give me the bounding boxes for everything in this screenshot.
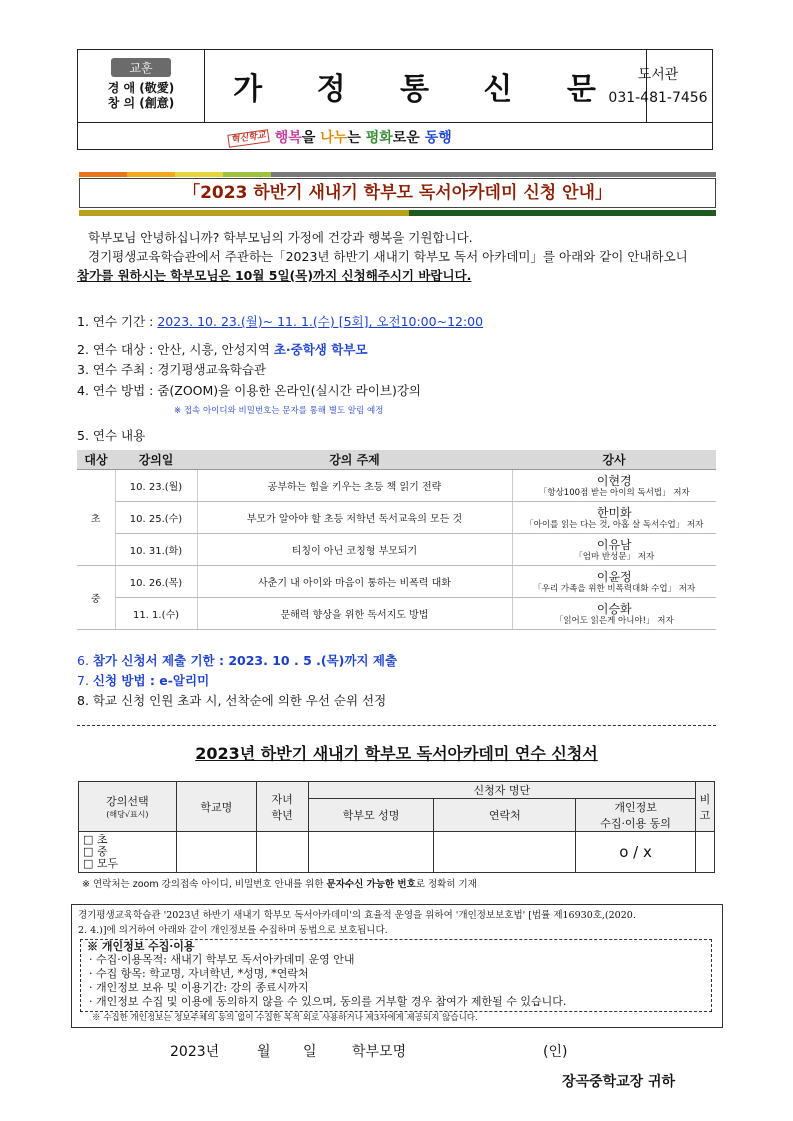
col-header-note: 비고 bbox=[695, 782, 714, 832]
item-label: 1. 연수 기간 : bbox=[77, 314, 158, 329]
speaker-book: 「아이를 읽는 다는 것, 아홉 살 독서수업」 저자 bbox=[525, 519, 704, 530]
contact-note-pre: ※ 연락처는 zoom 강의접속 아이디, 비밀번호 안내를 위한 bbox=[82, 879, 327, 890]
speaker-cell bbox=[512, 502, 716, 534]
col-header-contact: 연락처 bbox=[434, 799, 576, 832]
speaker-book: 「엄마 반성문」 저자 bbox=[574, 551, 655, 562]
col-header-parent-name: 학부모 성명 bbox=[308, 799, 434, 832]
contact-cell bbox=[647, 50, 712, 122]
color-bar bbox=[271, 172, 716, 177]
recipient: 장곡중학교장 귀하 bbox=[562, 1074, 676, 1090]
contact-note-post: 로 정확히 기재 bbox=[415, 879, 477, 890]
contact-field[interactable] bbox=[434, 832, 576, 873]
item-apply-method bbox=[77, 672, 209, 690]
slogan-word: 행복 bbox=[274, 130, 302, 146]
note-field[interactable] bbox=[695, 832, 714, 873]
privacy-items: · 수집 항목: 학교명, 자녀학년, *성명, *연락처 bbox=[89, 967, 309, 980]
item-selection: 8. 학교 신청 인원 초과 시, 선착순에 의한 우선 순위 선정 bbox=[77, 693, 387, 708]
sign-day: 일 bbox=[303, 1044, 317, 1060]
topic-cell: 부모가 알아야 할 초등 저학년 독서교육의 모든 것 bbox=[197, 502, 512, 534]
schedule-header-row bbox=[77, 450, 716, 470]
grade-field[interactable] bbox=[256, 832, 308, 873]
color-bar-bottom bbox=[409, 210, 716, 216]
form-title: 2023년 하반기 새내기 학부모 독서아카데미 연수 신청서 bbox=[195, 744, 598, 763]
privacy-label-1: 개인정보 bbox=[614, 801, 657, 814]
sign-parent-label: 학부모명 bbox=[352, 1044, 407, 1060]
cut-line bbox=[77, 725, 716, 726]
topic-cell: 공부하는 힘을 키우는 초등 책 읽기 전략 bbox=[197, 470, 512, 502]
sign-year: 2023년 bbox=[170, 1044, 220, 1060]
motto-line-2: 창 의 (創意) bbox=[107, 96, 175, 110]
color-bar bbox=[127, 172, 175, 177]
speaker-cell bbox=[512, 598, 716, 630]
item-number: 7. bbox=[77, 673, 93, 688]
speaker-book: 「항상100점 받는 아이의 독서법」 저자 bbox=[538, 487, 690, 498]
school-motto bbox=[78, 50, 205, 122]
item-period-value: 2023. 10. 23.(월)~ 11. 1.(수) [5회], 오전10:00~12:00 bbox=[157, 314, 484, 329]
intro-line-3: 참가를 원하시는 학부모님은 10월 5일(목)까지 신청해주시기 바랍니다. bbox=[77, 268, 472, 283]
col-header-school: 학교명 bbox=[176, 782, 256, 832]
intro-line-2: 경기평생교육학습관에서 주관하는「2023년 하반기 새내기 학부모 독서 아카데미」를 아래와 같이 안내하오니 bbox=[88, 249, 688, 264]
topic-cell: 사춘기 내 아이와 마음이 통하는 비폭력 대화 bbox=[197, 566, 512, 598]
speaker-cell bbox=[512, 470, 716, 502]
item-number: 6. bbox=[77, 653, 93, 668]
lecture-select-options bbox=[79, 832, 177, 873]
slogan-word: 을 bbox=[301, 130, 321, 146]
grade-label-2: 학년 bbox=[271, 808, 293, 822]
item-deadline bbox=[77, 652, 397, 670]
slogan-word: 로운 bbox=[392, 130, 425, 146]
speaker-book: 「읽어도 읽은게 아니야!」 저자 bbox=[554, 615, 674, 626]
target-cell: 중 bbox=[77, 566, 115, 630]
slogan-word: 나누 bbox=[320, 130, 348, 146]
item-content: 5. 연수 내용 bbox=[77, 428, 146, 443]
topic-cell: 문해력 향상을 위한 독서지도 방법 bbox=[197, 598, 512, 630]
option-middle-checkbox[interactable]: □ 중 bbox=[83, 845, 108, 858]
col-header-applicant: 신청자 명단 bbox=[308, 782, 695, 799]
table-row bbox=[77, 470, 716, 502]
privacy-refusal: · 개인정보 수집 및 이용에 동의하지 않을 수 있으며, 동의를 거부할 경우 참여가 제한될 수 있습니다. bbox=[89, 995, 567, 1008]
privacy-title: ※ 개인정보 수집·이용 bbox=[87, 940, 195, 953]
motto-line-1: 경 애 (敬愛) bbox=[107, 81, 175, 95]
page-title: 가 정 통 신 문 bbox=[233, 72, 618, 107]
item-method: 4. 연수 방법 : 줌(ZOOM)을 이용한 온라인(실시간 라이브)강의 bbox=[77, 383, 421, 398]
col-header-target: 대상 bbox=[77, 450, 115, 470]
topic-cell: 티칭이 아닌 코칭형 부모되기 bbox=[197, 534, 512, 566]
color-bar bbox=[175, 172, 223, 177]
title-cell bbox=[205, 50, 647, 122]
intro-line-1: 학부모님 안녕하십니까? 학부모님의 가정에 건강과 행복을 기원합니다. bbox=[88, 230, 473, 245]
application-table bbox=[78, 781, 715, 873]
date-cell: 10. 23.(월) bbox=[115, 470, 197, 502]
dept-name: 도서관 bbox=[637, 67, 679, 83]
innovation-school-stamp: 혁신학교 bbox=[227, 129, 269, 148]
table-row bbox=[77, 534, 716, 566]
speaker-book: 「우리 가족을 위한 비폭력대화 수업」 저자 bbox=[533, 583, 696, 594]
item-method-note: ※ 접속 아이디와 비밀번호는 문자를 통해 별도 알림 예정 bbox=[174, 406, 384, 416]
slogan-word: 는 bbox=[347, 130, 366, 146]
item-period bbox=[77, 313, 483, 331]
lecture-select-sub: (해당√표시) bbox=[106, 810, 149, 819]
col-header-date: 강의일 bbox=[115, 450, 197, 470]
slogan-row bbox=[78, 122, 712, 150]
notice-title: 「2023 하반기 새내기 학부모 독서아카데미 신청 안내」 bbox=[79, 178, 716, 208]
parent-name-field[interactable] bbox=[308, 832, 434, 873]
item-target bbox=[77, 341, 367, 359]
target-cell: 초 bbox=[77, 470, 115, 566]
col-header-privacy bbox=[576, 799, 696, 832]
lecture-select-label: 강의선택 bbox=[106, 795, 149, 808]
date-cell: 11. 1.(수) bbox=[115, 598, 197, 630]
speaker-name: 이유남 bbox=[596, 537, 632, 552]
date-cell: 10. 26.(목) bbox=[115, 566, 197, 598]
grade-label-1: 자녀 bbox=[271, 792, 293, 806]
slogan bbox=[228, 127, 452, 147]
color-bar bbox=[223, 172, 271, 177]
date-cell: 10. 31.(화) bbox=[115, 534, 197, 566]
col-header-grade bbox=[256, 782, 308, 832]
item-label: 2. 연수 대상 : 안산, 시흥, 안성지역 bbox=[77, 342, 274, 357]
privacy-intro-2: 2. 4.)]에 의거하여 아래와 같이 개인정보를 수집하며 동법으로 보호됩니다. bbox=[78, 925, 388, 936]
contact-note-bold: 문자수신 가능한 번호 bbox=[326, 879, 416, 890]
schedule-table bbox=[77, 450, 716, 630]
date-cell: 10. 25.(수) bbox=[115, 502, 197, 534]
motto-badge: 교훈 bbox=[111, 58, 170, 77]
table-row bbox=[77, 502, 716, 534]
privacy-retention: · 개인정보 보유 및 이용기간: 강의 종료시까지 bbox=[89, 981, 309, 994]
school-name-field[interactable] bbox=[176, 832, 256, 873]
speaker-name: 한미화 bbox=[596, 505, 632, 520]
privacy-label-2: 수집·이용 동의 bbox=[600, 817, 671, 830]
item-deadline-text: 참가 신청서 제출 기한 : 2023. 10 . 5 .(목)까지 제출 bbox=[92, 653, 398, 668]
privacy-consent-field[interactable]: o / x bbox=[576, 832, 696, 873]
color-bar-bottom bbox=[79, 210, 409, 216]
item-target-value: 초·중학생 학부모 bbox=[273, 342, 368, 357]
privacy-footnote: ※ 수집한 개인정보는 정보주체의 동의 없이 수집한 목적 외로 사용하거나 제3자에게 제공되지 않습니다. bbox=[92, 1013, 478, 1023]
col-header-topic: 강의 주제 bbox=[197, 450, 512, 470]
col-header-speaker: 강사 bbox=[512, 450, 716, 470]
sign-month: 월 bbox=[257, 1044, 271, 1060]
speaker-cell bbox=[512, 534, 716, 566]
privacy-notice-box bbox=[71, 904, 723, 1028]
header-box bbox=[77, 49, 713, 150]
option-both-checkbox[interactable]: □ 모두 bbox=[83, 857, 119, 870]
option-elementary-checkbox[interactable]: □ 초 bbox=[83, 833, 108, 846]
contact-note bbox=[82, 876, 477, 894]
speaker-name: 이윤정 bbox=[596, 569, 632, 584]
sign-seal: (인) bbox=[543, 1044, 568, 1060]
slogan-word: 평화 bbox=[365, 130, 393, 146]
speaker-cell bbox=[512, 566, 716, 598]
privacy-purpose: · 수집·이용목적: 새내기 학부모 독서아카데미 운영 안내 bbox=[89, 953, 355, 966]
privacy-consent-box bbox=[80, 939, 712, 1012]
slogan-word: 동행 bbox=[424, 130, 452, 146]
table-row bbox=[77, 598, 716, 630]
privacy-intro-1: 경기평생교육학습관 '2023년 하반기 새내기 학부모 독서아카데미'의 효율적 운영을 위하여 '개인정보보호법' [법률 제16930호,(2020. bbox=[78, 910, 636, 921]
phone-number: 031-481-7456 bbox=[608, 90, 708, 106]
item-apply-method-text: 신청 방법 : e-알리미 bbox=[92, 673, 210, 688]
color-bar bbox=[79, 172, 127, 177]
table-row bbox=[77, 566, 716, 598]
col-header-lecture-select bbox=[79, 782, 177, 832]
speaker-name: 이현경 bbox=[596, 473, 632, 488]
speaker-name: 이승화 bbox=[596, 601, 632, 616]
item-host: 3. 연수 주최 : 경기평생교육학습관 bbox=[77, 362, 267, 377]
